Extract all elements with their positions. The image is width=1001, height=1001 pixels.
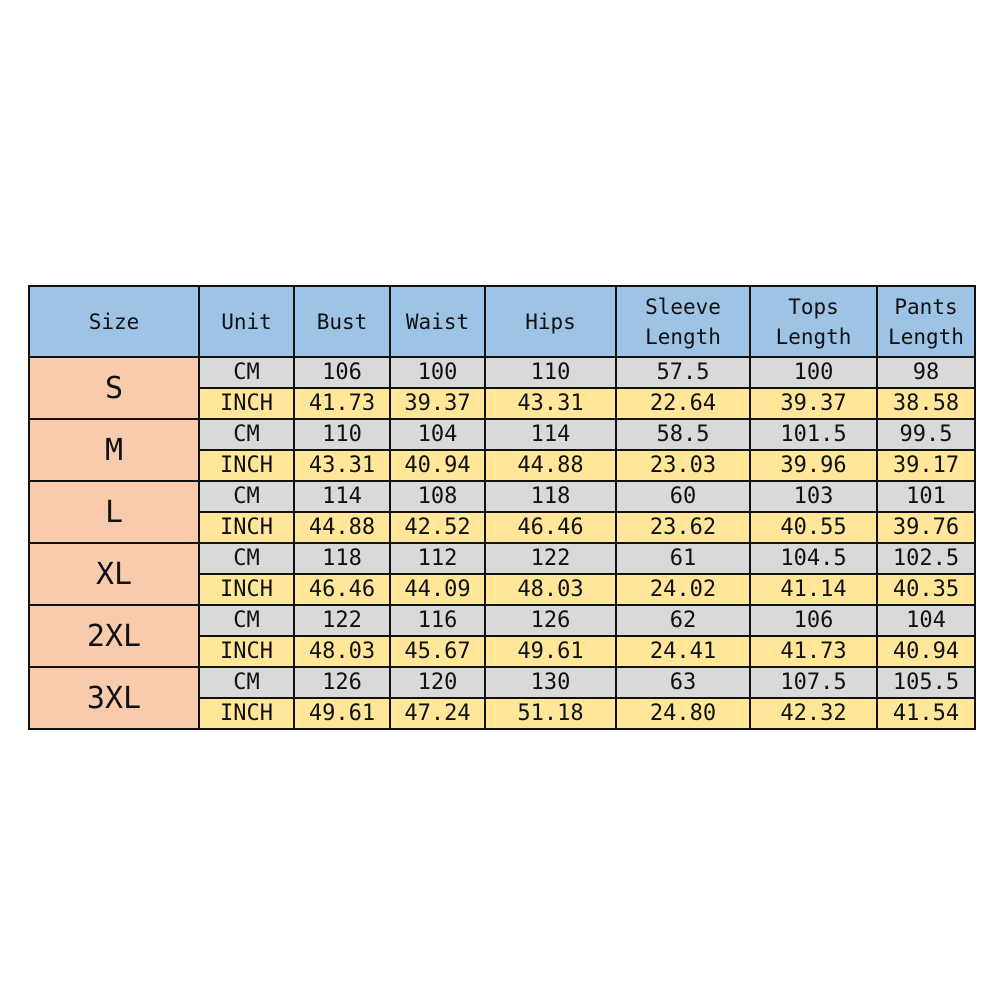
size-label: 2XL (29, 605, 199, 667)
cell-cm-value: 101 (877, 481, 975, 512)
cell-cm-value: 122 (485, 543, 616, 574)
header-row (29, 286, 975, 357)
cell-cm-value: 114 (485, 419, 616, 450)
header-tops-length (750, 286, 877, 357)
header-bust: Bust (294, 286, 390, 357)
cell-inch-value: 42.52 (390, 512, 485, 543)
size-label: M (29, 419, 199, 481)
cell-cm-value: 108 (390, 481, 485, 512)
cell-inch-value: 41.73 (294, 388, 390, 419)
header-waist: Waist (390, 286, 485, 357)
cell-cm-value: 118 (294, 543, 390, 574)
unit-inch: INCH (199, 388, 294, 419)
unit-inch: INCH (199, 450, 294, 481)
cell-cm-value: 62 (616, 605, 750, 636)
unit-inch: INCH (199, 512, 294, 543)
cell-inch-value: 24.02 (616, 574, 750, 605)
cell-inch-value: 23.03 (616, 450, 750, 481)
unit-inch: INCH (199, 698, 294, 729)
cell-cm-value: 100 (390, 357, 485, 388)
header-sleeve-length (616, 286, 750, 357)
cell-inch-value: 44.09 (390, 574, 485, 605)
cell-cm-value: 130 (485, 667, 616, 698)
unit-inch: INCH (199, 636, 294, 667)
cell-inch-value: 24.80 (616, 698, 750, 729)
cell-cm-value: 105.5 (877, 667, 975, 698)
cell-inch-value: 46.46 (294, 574, 390, 605)
header-sleeve-line1: Sleeve (645, 294, 721, 319)
unit-cm: CM (199, 605, 294, 636)
cell-cm-value: 106 (294, 357, 390, 388)
header-sleeve-line2: Length (645, 324, 721, 349)
header-pants-line1: Pants (894, 294, 958, 319)
cell-inch-value: 41.14 (750, 574, 877, 605)
cell-inch-value: 48.03 (485, 574, 616, 605)
cell-cm-value: 114 (294, 481, 390, 512)
cell-inch-value: 39.17 (877, 450, 975, 481)
cell-cm-value: 104.5 (750, 543, 877, 574)
cell-inch-value: 43.31 (294, 450, 390, 481)
table-row-cm (29, 605, 975, 636)
cell-inch-value: 42.32 (750, 698, 877, 729)
header-hips: Hips (485, 286, 616, 357)
cell-inch-value: 38.58 (877, 388, 975, 419)
cell-cm-value: 106 (750, 605, 877, 636)
cell-cm-value: 98 (877, 357, 975, 388)
cell-inch-value: 39.37 (390, 388, 485, 419)
cell-inch-value: 23.62 (616, 512, 750, 543)
cell-cm-value: 126 (485, 605, 616, 636)
cell-inch-value: 45.67 (390, 636, 485, 667)
size-label: L (29, 481, 199, 543)
table-row-cm (29, 357, 975, 388)
cell-cm-value: 104 (390, 419, 485, 450)
cell-cm-value: 120 (390, 667, 485, 698)
cell-inch-value: 39.76 (877, 512, 975, 543)
size-label: S (29, 357, 199, 419)
cell-cm-value: 101.5 (750, 419, 877, 450)
cell-cm-value: 63 (616, 667, 750, 698)
size-chart-table (28, 285, 976, 730)
cell-inch-value: 41.54 (877, 698, 975, 729)
cell-inch-value: 40.55 (750, 512, 877, 543)
cell-inch-value: 47.24 (390, 698, 485, 729)
cell-cm-value: 107.5 (750, 667, 877, 698)
cell-cm-value: 118 (485, 481, 616, 512)
header-unit: Unit (199, 286, 294, 357)
unit-cm: CM (199, 667, 294, 698)
cell-cm-value: 104 (877, 605, 975, 636)
table-row-cm (29, 543, 975, 574)
cell-inch-value: 40.35 (877, 574, 975, 605)
cell-inch-value: 49.61 (294, 698, 390, 729)
cell-cm-value: 112 (390, 543, 485, 574)
size-label: XL (29, 543, 199, 605)
table-row-cm (29, 481, 975, 512)
cell-inch-value: 48.03 (294, 636, 390, 667)
cell-inch-value: 39.37 (750, 388, 877, 419)
cell-inch-value: 39.96 (750, 450, 877, 481)
header-pants-line2: Length (888, 324, 964, 349)
cell-cm-value: 110 (294, 419, 390, 450)
size-chart-body (29, 357, 975, 729)
cell-cm-value: 57.5 (616, 357, 750, 388)
cell-cm-value: 58.5 (616, 419, 750, 450)
unit-cm: CM (199, 357, 294, 388)
header-size: Size (29, 286, 199, 357)
cell-cm-value: 100 (750, 357, 877, 388)
unit-cm: CM (199, 419, 294, 450)
cell-cm-value: 126 (294, 667, 390, 698)
unit-cm: CM (199, 543, 294, 574)
header-tops-line2: Length (775, 324, 852, 349)
cell-inch-value: 51.18 (485, 698, 616, 729)
header-pants-length (877, 286, 975, 357)
cell-inch-value: 22.64 (616, 388, 750, 419)
header-tops-line1: Tops (788, 294, 839, 319)
cell-cm-value: 60 (616, 481, 750, 512)
cell-cm-value: 122 (294, 605, 390, 636)
unit-inch: INCH (199, 574, 294, 605)
cell-cm-value: 116 (390, 605, 485, 636)
cell-inch-value: 44.88 (294, 512, 390, 543)
table-row-cm (29, 419, 975, 450)
cell-inch-value: 43.31 (485, 388, 616, 419)
cell-inch-value: 24.41 (616, 636, 750, 667)
cell-cm-value: 103 (750, 481, 877, 512)
cell-inch-value: 46.46 (485, 512, 616, 543)
table-row-cm (29, 667, 975, 698)
cell-inch-value: 40.94 (877, 636, 975, 667)
cell-inch-value: 44.88 (485, 450, 616, 481)
cell-cm-value: 99.5 (877, 419, 975, 450)
unit-cm: CM (199, 481, 294, 512)
cell-inch-value: 40.94 (390, 450, 485, 481)
cell-inch-value: 41.73 (750, 636, 877, 667)
cell-inch-value: 49.61 (485, 636, 616, 667)
cell-cm-value: 110 (485, 357, 616, 388)
size-label: 3XL (29, 667, 199, 729)
cell-cm-value: 102.5 (877, 543, 975, 574)
cell-cm-value: 61 (616, 543, 750, 574)
